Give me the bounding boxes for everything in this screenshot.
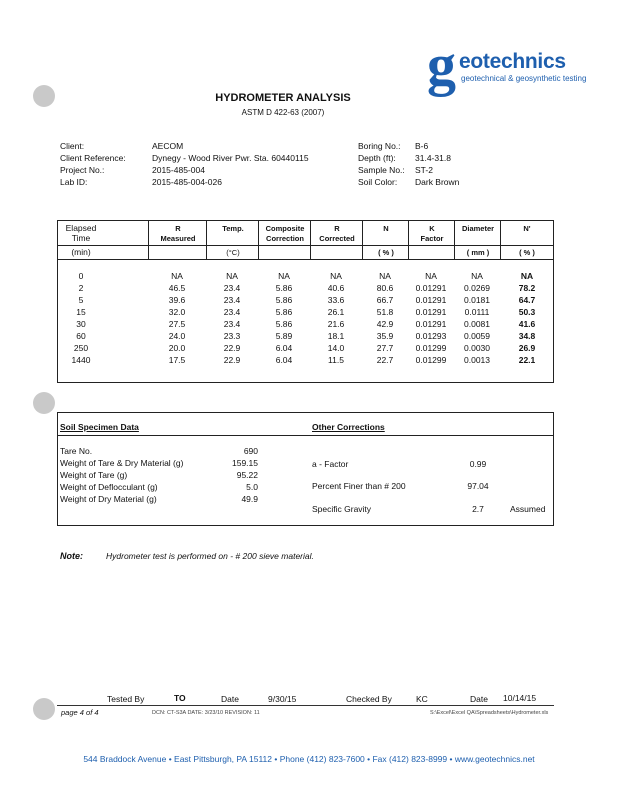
header-measured: Measured bbox=[160, 234, 196, 243]
table-cell: 0.0269 bbox=[464, 283, 490, 293]
binder-hole bbox=[33, 698, 55, 720]
tare-dry-weight-label: Weight of Tare & Dry Material (g) bbox=[60, 458, 184, 468]
project-number-label: Project No.: bbox=[60, 165, 105, 175]
file-path: S:\Excel\Excel QA\Spreadsheets\Hydrometer.xls bbox=[430, 710, 549, 716]
footer-rule bbox=[57, 705, 554, 706]
page-number: page 4 of 4 bbox=[61, 708, 99, 717]
table-cell: NA bbox=[330, 271, 342, 281]
checked-by-value: KC bbox=[416, 694, 428, 704]
table-cell: 39.6 bbox=[168, 295, 186, 305]
table-divider bbox=[362, 221, 363, 259]
table-cell: 2 bbox=[78, 283, 84, 293]
soil-color-value: Dark Brown bbox=[415, 177, 460, 187]
header-k: K bbox=[429, 224, 435, 233]
header-n: N bbox=[383, 224, 389, 233]
table-cell: NA bbox=[171, 271, 183, 281]
header-n-prime: N' bbox=[523, 224, 531, 233]
table-cell: 64.7 bbox=[518, 295, 536, 305]
table-cell: 42.9 bbox=[376, 319, 394, 329]
table-cell: 0.01291 bbox=[415, 319, 447, 329]
table-cell: 22.9 bbox=[223, 355, 241, 365]
a-factor-value: 0.99 bbox=[469, 459, 487, 469]
deflocculant-weight-label: Weight of Deflocculant (g) bbox=[60, 482, 158, 492]
header-n-unit: ( % ) bbox=[378, 248, 394, 257]
table-cell: 20.0 bbox=[168, 343, 186, 353]
table-cell: 0 bbox=[78, 271, 84, 281]
lab-id-value: 2015-485-004-026 bbox=[152, 177, 222, 187]
table-divider bbox=[206, 221, 207, 259]
table-cell: 23.4 bbox=[223, 295, 241, 305]
percent-finer-value: 97.04 bbox=[467, 481, 489, 491]
tare-number-value: 690 bbox=[243, 446, 258, 456]
table-cell: 0.0030 bbox=[464, 343, 490, 353]
table-divider bbox=[500, 221, 501, 259]
header-correction: Correction bbox=[266, 234, 304, 243]
table-cell: NA bbox=[379, 271, 391, 281]
table-cell: 5.86 bbox=[275, 319, 293, 329]
table-cell: 50.3 bbox=[518, 307, 536, 317]
specific-gravity-value: 2.7 bbox=[472, 504, 484, 514]
table-cell: 14.0 bbox=[327, 343, 345, 353]
check-date-value: 10/14/15 bbox=[503, 693, 537, 703]
table-cell: 0.01291 bbox=[415, 307, 447, 317]
table-cell: 33.6 bbox=[327, 295, 345, 305]
table-cell: 11.5 bbox=[328, 355, 344, 365]
table-cell: 0.0181 bbox=[464, 295, 490, 305]
test-standard: ASTM D 422-63 (2007) bbox=[241, 108, 325, 117]
tare-weight-value: 95.22 bbox=[236, 470, 258, 480]
table-cell: 66.7 bbox=[376, 295, 394, 305]
depth-label: Depth (ft): bbox=[358, 153, 396, 163]
header-mm: ( mm ) bbox=[466, 248, 490, 257]
tare-dry-weight-value: 159.15 bbox=[232, 458, 258, 468]
project-number-value: 2015-485-004 bbox=[152, 165, 205, 175]
logo-tagline: geotechnical & geosynthetic testing bbox=[461, 74, 587, 83]
a-factor-label: a - Factor bbox=[312, 459, 349, 469]
table-cell: 40.6 bbox=[327, 283, 345, 293]
table-divider bbox=[408, 221, 409, 259]
boring-number-label: Boring No.: bbox=[358, 141, 401, 151]
table-cell: 27.5 bbox=[168, 319, 186, 329]
header-r: R bbox=[175, 224, 181, 233]
tested-by-value: TO bbox=[174, 693, 186, 703]
dry-material-weight-value: 49.9 bbox=[241, 494, 258, 504]
table-divider bbox=[310, 221, 311, 259]
header-n-prime-unit: ( % ) bbox=[519, 248, 535, 257]
client-value: AECOM bbox=[152, 141, 184, 151]
sample-number-value: ST-2 bbox=[415, 165, 433, 175]
header-composite: Composite bbox=[265, 224, 305, 233]
header-min: (min) bbox=[71, 247, 91, 257]
table-cell: 26.9 bbox=[518, 343, 536, 353]
table-cell: NA bbox=[425, 271, 437, 281]
table-cell: 250 bbox=[73, 343, 89, 353]
table-cell: 15 bbox=[76, 307, 86, 317]
table-cell: 60 bbox=[76, 331, 86, 341]
table-cell: 34.8 bbox=[518, 331, 536, 341]
table-cell: 22.9 bbox=[223, 343, 241, 353]
table-cell: NA bbox=[226, 271, 238, 281]
logo-letter: g bbox=[427, 32, 456, 97]
specific-gravity-note: Assumed bbox=[510, 504, 546, 514]
table-cell: 5 bbox=[78, 295, 84, 305]
specimen-box bbox=[57, 412, 554, 526]
table-cell: 0.01291 bbox=[415, 283, 447, 293]
table-cell: NA bbox=[278, 271, 290, 281]
table-cell: NA bbox=[520, 271, 534, 281]
table-cell: 6.04 bbox=[275, 343, 293, 353]
table-cell: 6.04 bbox=[275, 355, 293, 365]
table-divider bbox=[148, 221, 149, 259]
table-cell: 35.9 bbox=[376, 331, 394, 341]
tare-number-label: Tare No. bbox=[60, 446, 93, 456]
table-cell: 23.3 bbox=[223, 331, 241, 341]
depth-value: 31.4-31.8 bbox=[415, 153, 451, 163]
client-reference-label: Client Reference: bbox=[60, 153, 126, 163]
header-time: Time bbox=[71, 233, 91, 243]
header-celsius: (°C) bbox=[226, 248, 240, 257]
test-date-value: 9/30/15 bbox=[268, 694, 297, 704]
logo-wordmark: eotechnics bbox=[459, 50, 566, 73]
header-diameter: Diameter bbox=[461, 224, 495, 233]
table-divider bbox=[58, 245, 553, 246]
table-cell: 0.0059 bbox=[464, 331, 490, 341]
table-cell: 26.1 bbox=[327, 307, 345, 317]
table-cell: 78.2 bbox=[518, 283, 536, 293]
table-cell: 23.4 bbox=[223, 283, 241, 293]
header-elapsed: Elapsed bbox=[65, 223, 97, 233]
table-cell: 0.01299 bbox=[415, 355, 447, 365]
table-cell: 24.0 bbox=[168, 331, 186, 341]
sample-number-label: Sample No.: bbox=[358, 165, 405, 175]
table-cell: 5.86 bbox=[275, 283, 293, 293]
note-label: Note: bbox=[60, 551, 83, 561]
company-address: 544 Braddock Avenue • East Pittsburgh, PA 15112 • Phone (412) 823-7600 • Fax (412) 823-8999 • www.geotechnics.net bbox=[83, 754, 535, 764]
table-cell: 22.1 bbox=[518, 355, 536, 365]
table-divider bbox=[58, 259, 553, 260]
table-cell: 30 bbox=[76, 319, 86, 329]
table-cell: 1440 bbox=[71, 355, 91, 365]
hydrometer-table bbox=[57, 220, 554, 383]
soil-color-label: Soil Color: bbox=[358, 177, 398, 187]
dry-material-weight-label: Weight of Dry Material (g) bbox=[60, 494, 157, 504]
boring-number-value: B-6 bbox=[415, 141, 429, 151]
client-label: Client: bbox=[60, 141, 85, 151]
note-text: Hydrometer test is performed on - # 200 sieve material. bbox=[106, 551, 314, 561]
specimen-divider bbox=[58, 435, 553, 436]
tested-by-label: Tested By bbox=[107, 694, 145, 704]
table-cell: 80.6 bbox=[376, 283, 394, 293]
table-cell: 0.01291 bbox=[415, 295, 447, 305]
table-cell: 22.7 bbox=[376, 355, 394, 365]
table-cell: 0.0013 bbox=[464, 355, 490, 365]
table-cell: 32.0 bbox=[168, 307, 186, 317]
table-cell: 0.0081 bbox=[464, 319, 490, 329]
specimen-section-title: Soil Specimen Data bbox=[60, 422, 139, 432]
test-date-label: Date bbox=[221, 694, 239, 704]
document-control-code: DCN: CT-S3A DATE: 3/23/10 REVISION: 11 bbox=[152, 710, 260, 716]
table-cell: 51.8 bbox=[376, 307, 394, 317]
tare-weight-label: Weight of Tare (g) bbox=[60, 470, 128, 480]
header-r-corrected: R bbox=[334, 224, 340, 233]
table-cell: 41.6 bbox=[518, 319, 536, 329]
table-cell: 46.5 bbox=[168, 283, 186, 293]
checked-by-label: Checked By bbox=[346, 694, 392, 704]
check-date-label: Date bbox=[470, 694, 488, 704]
table-divider bbox=[258, 221, 259, 259]
percent-finer-label: Percent Finer than # 200 bbox=[312, 481, 406, 491]
header-temp: Temp. bbox=[222, 224, 244, 233]
corrections-section-title: Other Corrections bbox=[312, 422, 385, 432]
table-cell: NA bbox=[471, 271, 483, 281]
table-cell: 23.4 bbox=[223, 319, 241, 329]
page-title: HYDROMETER ANALYSIS bbox=[215, 92, 351, 104]
table-cell: 5.86 bbox=[275, 307, 293, 317]
specific-gravity-label: Specific Gravity bbox=[312, 504, 372, 514]
table-cell: 5.89 bbox=[275, 331, 293, 341]
lab-id-label: Lab ID: bbox=[60, 177, 88, 187]
table-divider bbox=[454, 221, 455, 259]
client-reference-value: Dynegy - Wood River Pwr. Sta. 60440115 bbox=[152, 153, 309, 163]
table-cell: 5.86 bbox=[275, 295, 293, 305]
table-cell: 18.1 bbox=[327, 331, 345, 341]
header-corrected: Corrected bbox=[319, 234, 355, 243]
header-factor: Factor bbox=[420, 234, 444, 243]
binder-hole bbox=[33, 392, 55, 414]
table-cell: 23.4 bbox=[223, 307, 241, 317]
table-cell: 0.0111 bbox=[464, 307, 490, 317]
table-cell: 21.6 bbox=[327, 319, 345, 329]
deflocculant-weight-value: 5.0 bbox=[246, 482, 258, 492]
table-cell: 17.5 bbox=[168, 355, 186, 365]
table-cell: 0.01293 bbox=[415, 331, 447, 341]
table-cell: 0.01299 bbox=[415, 343, 447, 353]
table-cell: 27.7 bbox=[376, 343, 394, 353]
